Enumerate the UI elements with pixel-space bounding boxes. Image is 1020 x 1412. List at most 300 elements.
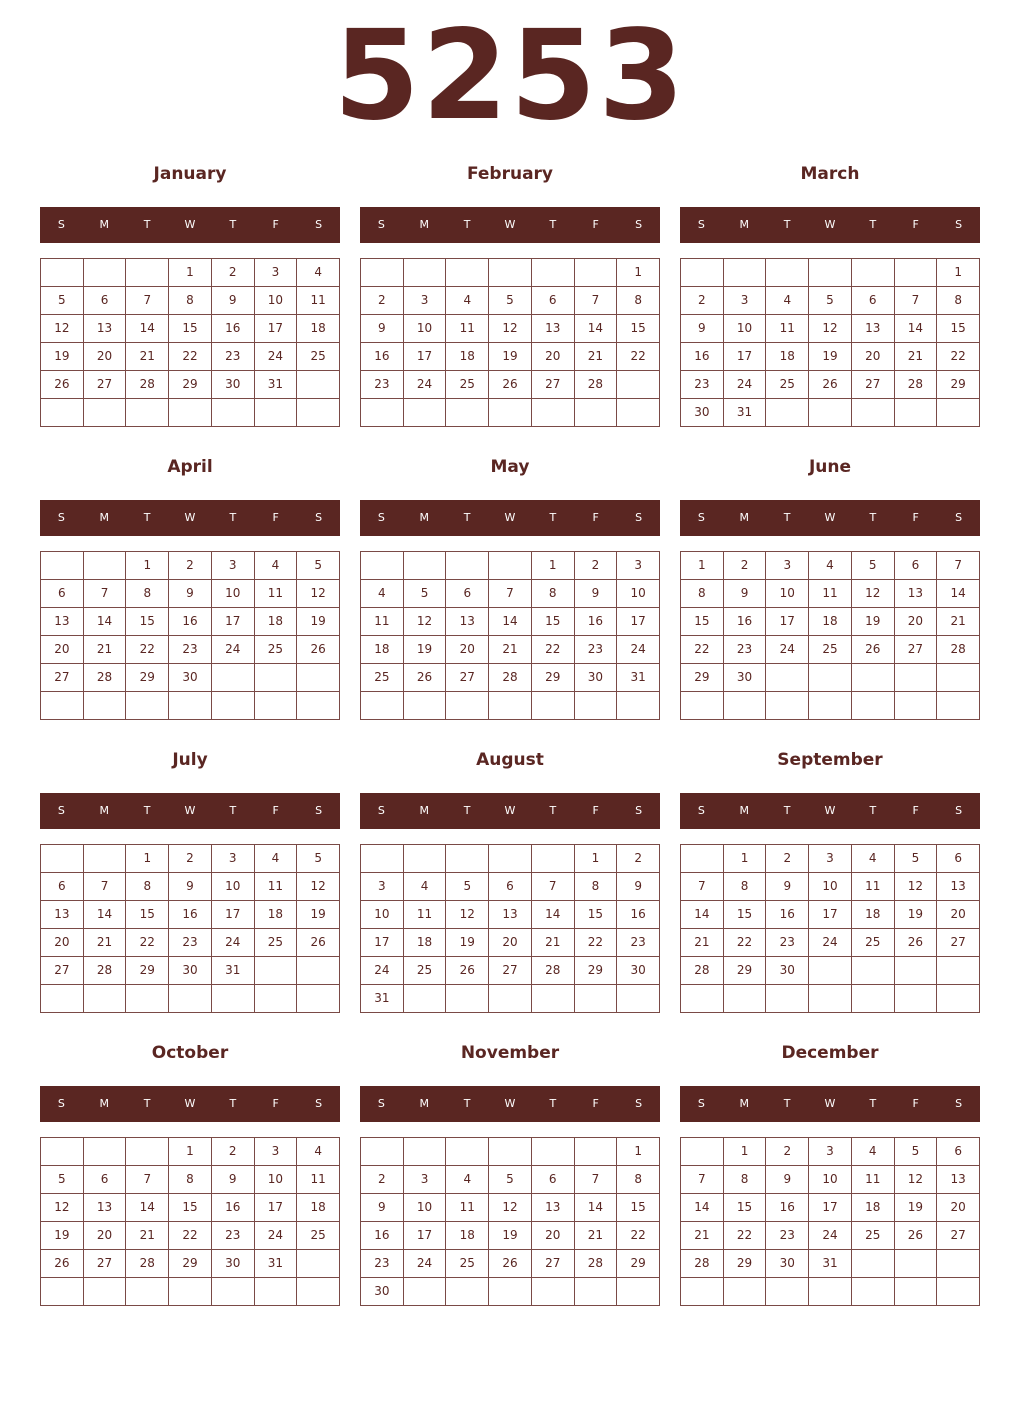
weekday-label: T bbox=[783, 218, 791, 231]
day-cell: 24 bbox=[809, 1222, 852, 1250]
calendar-grid bbox=[40, 160, 980, 1306]
weekday-header bbox=[680, 207, 980, 243]
day-cell bbox=[126, 1138, 169, 1166]
day-cell: 14 bbox=[126, 315, 169, 343]
month-name: April bbox=[167, 457, 213, 477]
day-cell: 1 bbox=[126, 845, 169, 873]
weekday-label: S bbox=[377, 1097, 385, 1110]
day-cell: 2 bbox=[681, 287, 724, 315]
day-cell: 15 bbox=[617, 315, 660, 343]
day-cell: 11 bbox=[255, 580, 298, 608]
day-cell bbox=[766, 664, 809, 692]
day-cell: 15 bbox=[169, 315, 212, 343]
day-cell bbox=[681, 259, 724, 287]
day-cell: 12 bbox=[297, 873, 340, 901]
month-may bbox=[360, 453, 660, 720]
day-cell: 31 bbox=[724, 399, 767, 427]
day-cell: 7 bbox=[937, 552, 980, 580]
weekday-label: S bbox=[57, 804, 65, 817]
day-cell: 7 bbox=[681, 1166, 724, 1194]
day-cell: 26 bbox=[895, 929, 938, 957]
day-cell: 2 bbox=[212, 1138, 255, 1166]
day-grid bbox=[680, 258, 980, 427]
weekday-header bbox=[680, 500, 980, 536]
day-cell: 18 bbox=[361, 636, 404, 664]
day-cell: 2 bbox=[617, 845, 660, 873]
weekday-header bbox=[40, 793, 340, 829]
day-cell bbox=[361, 259, 404, 287]
day-cell: 21 bbox=[126, 1222, 169, 1250]
day-cell: 11 bbox=[809, 580, 852, 608]
day-cell: 11 bbox=[852, 1166, 895, 1194]
day-cell: 16 bbox=[766, 1194, 809, 1222]
day-grid bbox=[680, 1137, 980, 1306]
day-cell: 13 bbox=[84, 315, 127, 343]
weekday-label: S bbox=[315, 511, 323, 524]
day-cell bbox=[895, 399, 938, 427]
day-cell bbox=[84, 1278, 127, 1306]
day-cell: 1 bbox=[169, 1138, 212, 1166]
day-cell bbox=[297, 692, 340, 720]
day-cell bbox=[404, 552, 447, 580]
day-cell: 21 bbox=[489, 636, 532, 664]
day-cell bbox=[724, 1278, 767, 1306]
day-cell: 7 bbox=[489, 580, 532, 608]
day-cell bbox=[852, 1250, 895, 1278]
day-cell: 6 bbox=[84, 287, 127, 315]
weekday-label: T bbox=[869, 804, 877, 817]
weekday-label: T bbox=[549, 804, 557, 817]
day-cell: 7 bbox=[126, 287, 169, 315]
day-cell bbox=[895, 664, 938, 692]
weekday-label: S bbox=[315, 1097, 323, 1110]
day-cell: 29 bbox=[532, 664, 575, 692]
day-cell: 10 bbox=[361, 901, 404, 929]
day-cell: 11 bbox=[852, 873, 895, 901]
day-cell: 4 bbox=[361, 580, 404, 608]
day-cell bbox=[532, 692, 575, 720]
day-cell: 4 bbox=[404, 873, 447, 901]
day-cell: 18 bbox=[852, 901, 895, 929]
day-cell: 22 bbox=[126, 929, 169, 957]
day-cell bbox=[489, 692, 532, 720]
day-cell: 29 bbox=[937, 371, 980, 399]
day-cell: 4 bbox=[297, 1138, 340, 1166]
day-cell: 20 bbox=[489, 929, 532, 957]
day-cell: 1 bbox=[937, 259, 980, 287]
day-cell: 26 bbox=[41, 371, 84, 399]
day-cell: 28 bbox=[489, 664, 532, 692]
day-cell: 13 bbox=[852, 315, 895, 343]
day-cell bbox=[489, 552, 532, 580]
day-cell: 20 bbox=[895, 608, 938, 636]
month-name: January bbox=[153, 164, 227, 184]
day-cell: 3 bbox=[361, 873, 404, 901]
day-cell: 18 bbox=[404, 929, 447, 957]
weekday-label: S bbox=[57, 1097, 65, 1110]
day-cell bbox=[297, 371, 340, 399]
year-title: 5253 bbox=[333, 4, 687, 148]
day-grid bbox=[360, 844, 660, 1013]
day-cell bbox=[809, 1278, 852, 1306]
day-cell bbox=[809, 692, 852, 720]
day-cell: 29 bbox=[724, 1250, 767, 1278]
day-cell: 19 bbox=[895, 901, 938, 929]
day-cell: 1 bbox=[532, 552, 575, 580]
day-cell: 25 bbox=[404, 957, 447, 985]
day-cell: 12 bbox=[852, 580, 895, 608]
day-cell: 20 bbox=[84, 1222, 127, 1250]
day-cell: 22 bbox=[681, 636, 724, 664]
day-cell bbox=[446, 259, 489, 287]
day-cell: 11 bbox=[446, 315, 489, 343]
day-cell: 27 bbox=[84, 371, 127, 399]
day-cell bbox=[681, 1278, 724, 1306]
day-cell: 21 bbox=[937, 608, 980, 636]
day-cell: 8 bbox=[724, 1166, 767, 1194]
weekday-label: F bbox=[272, 1097, 279, 1110]
day-cell: 14 bbox=[575, 315, 618, 343]
day-cell: 25 bbox=[297, 1222, 340, 1250]
day-cell bbox=[937, 957, 980, 985]
day-cell bbox=[575, 985, 618, 1013]
day-cell: 23 bbox=[169, 636, 212, 664]
day-cell: 30 bbox=[212, 371, 255, 399]
weekday-label: S bbox=[315, 218, 323, 231]
day-cell: 24 bbox=[212, 636, 255, 664]
day-cell bbox=[532, 1138, 575, 1166]
day-cell: 8 bbox=[937, 287, 980, 315]
day-cell: 19 bbox=[895, 1194, 938, 1222]
day-cell: 19 bbox=[809, 343, 852, 371]
weekday-label: T bbox=[783, 804, 791, 817]
day-cell: 5 bbox=[489, 1166, 532, 1194]
day-cell bbox=[404, 692, 447, 720]
day-cell: 26 bbox=[41, 1250, 84, 1278]
weekday-label: W bbox=[824, 511, 836, 524]
day-cell: 30 bbox=[575, 664, 618, 692]
month-name: May bbox=[490, 457, 530, 477]
day-cell bbox=[575, 692, 618, 720]
day-cell: 1 bbox=[617, 1138, 660, 1166]
weekday-label: M bbox=[739, 804, 750, 817]
weekday-label: T bbox=[229, 511, 237, 524]
day-cell: 24 bbox=[361, 957, 404, 985]
day-cell: 10 bbox=[809, 1166, 852, 1194]
weekday-label: W bbox=[824, 804, 836, 817]
month-name: June bbox=[808, 457, 852, 477]
day-cell: 22 bbox=[617, 343, 660, 371]
day-cell: 9 bbox=[724, 580, 767, 608]
weekday-label: M bbox=[419, 218, 430, 231]
day-cell: 22 bbox=[937, 343, 980, 371]
weekday-label: F bbox=[272, 804, 279, 817]
day-cell: 28 bbox=[937, 636, 980, 664]
day-cell: 28 bbox=[895, 371, 938, 399]
weekday-label: T bbox=[143, 511, 151, 524]
day-cell: 16 bbox=[724, 608, 767, 636]
day-cell: 20 bbox=[532, 343, 575, 371]
day-grid bbox=[40, 551, 340, 720]
day-cell: 30 bbox=[766, 1250, 809, 1278]
day-cell: 25 bbox=[446, 1250, 489, 1278]
weekday-label: F bbox=[912, 218, 919, 231]
day-cell: 21 bbox=[575, 343, 618, 371]
day-cell bbox=[84, 399, 127, 427]
day-cell bbox=[169, 692, 212, 720]
month-august bbox=[360, 746, 660, 1013]
month-name: September bbox=[777, 750, 883, 770]
day-cell: 4 bbox=[852, 1138, 895, 1166]
day-cell: 27 bbox=[446, 664, 489, 692]
day-cell: 20 bbox=[937, 901, 980, 929]
day-cell: 1 bbox=[575, 845, 618, 873]
month-december bbox=[680, 1039, 980, 1306]
day-cell: 8 bbox=[617, 287, 660, 315]
day-cell: 28 bbox=[575, 371, 618, 399]
day-cell: 27 bbox=[532, 1250, 575, 1278]
weekday-label: F bbox=[592, 804, 599, 817]
day-cell: 22 bbox=[126, 636, 169, 664]
weekday-label: M bbox=[419, 1097, 430, 1110]
day-cell: 21 bbox=[84, 636, 127, 664]
weekday-label: W bbox=[504, 218, 516, 231]
weekday-label: S bbox=[697, 218, 705, 231]
day-cell: 23 bbox=[766, 929, 809, 957]
day-cell: 23 bbox=[361, 1250, 404, 1278]
day-cell bbox=[446, 1278, 489, 1306]
day-cell: 20 bbox=[41, 636, 84, 664]
day-cell: 2 bbox=[766, 1138, 809, 1166]
day-cell: 7 bbox=[575, 287, 618, 315]
day-cell: 23 bbox=[212, 1222, 255, 1250]
day-grid bbox=[40, 844, 340, 1013]
day-cell bbox=[895, 985, 938, 1013]
day-cell: 14 bbox=[489, 608, 532, 636]
month-february bbox=[360, 160, 660, 427]
day-cell: 28 bbox=[84, 957, 127, 985]
month-september bbox=[680, 746, 980, 1013]
day-cell bbox=[41, 985, 84, 1013]
day-cell: 25 bbox=[766, 371, 809, 399]
weekday-label: M bbox=[99, 511, 110, 524]
day-cell: 19 bbox=[489, 1222, 532, 1250]
day-cell: 6 bbox=[937, 1138, 980, 1166]
day-cell: 25 bbox=[852, 1222, 895, 1250]
day-cell: 6 bbox=[937, 845, 980, 873]
weekday-label: S bbox=[697, 1097, 705, 1110]
day-cell: 2 bbox=[169, 845, 212, 873]
day-cell bbox=[937, 1250, 980, 1278]
weekday-label: T bbox=[869, 218, 877, 231]
day-cell: 4 bbox=[766, 287, 809, 315]
day-cell: 19 bbox=[852, 608, 895, 636]
day-cell: 27 bbox=[937, 929, 980, 957]
day-cell: 4 bbox=[255, 552, 298, 580]
day-cell bbox=[681, 1138, 724, 1166]
day-cell bbox=[212, 692, 255, 720]
day-cell bbox=[41, 845, 84, 873]
weekday-label: F bbox=[912, 1097, 919, 1110]
day-cell: 30 bbox=[212, 1250, 255, 1278]
day-cell bbox=[575, 399, 618, 427]
day-cell bbox=[446, 692, 489, 720]
day-cell: 7 bbox=[126, 1166, 169, 1194]
day-cell: 5 bbox=[489, 287, 532, 315]
day-cell: 7 bbox=[681, 873, 724, 901]
weekday-label: M bbox=[739, 218, 750, 231]
day-cell bbox=[895, 1250, 938, 1278]
day-cell: 26 bbox=[809, 371, 852, 399]
weekday-label: S bbox=[57, 218, 65, 231]
day-cell: 10 bbox=[809, 873, 852, 901]
day-cell: 10 bbox=[255, 287, 298, 315]
day-cell: 20 bbox=[84, 343, 127, 371]
day-cell: 9 bbox=[575, 580, 618, 608]
day-cell bbox=[212, 399, 255, 427]
day-cell: 24 bbox=[766, 636, 809, 664]
day-cell: 2 bbox=[766, 845, 809, 873]
day-cell: 1 bbox=[724, 1138, 767, 1166]
weekday-label: S bbox=[955, 1097, 963, 1110]
day-cell: 25 bbox=[255, 929, 298, 957]
day-cell: 10 bbox=[617, 580, 660, 608]
weekday-label: W bbox=[504, 804, 516, 817]
day-cell: 27 bbox=[41, 957, 84, 985]
weekday-label: S bbox=[955, 218, 963, 231]
day-cell bbox=[297, 985, 340, 1013]
day-cell bbox=[84, 692, 127, 720]
day-cell bbox=[895, 1278, 938, 1306]
day-cell bbox=[41, 399, 84, 427]
day-cell: 2 bbox=[724, 552, 767, 580]
day-cell bbox=[809, 957, 852, 985]
day-cell: 27 bbox=[532, 371, 575, 399]
weekday-header bbox=[40, 500, 340, 536]
day-cell: 1 bbox=[681, 552, 724, 580]
weekday-label: F bbox=[592, 511, 599, 524]
day-cell bbox=[41, 259, 84, 287]
weekday-label: T bbox=[783, 1097, 791, 1110]
day-cell: 29 bbox=[169, 371, 212, 399]
day-cell: 15 bbox=[617, 1194, 660, 1222]
day-cell: 16 bbox=[575, 608, 618, 636]
day-cell: 25 bbox=[809, 636, 852, 664]
day-cell: 31 bbox=[255, 1250, 298, 1278]
day-cell: 5 bbox=[852, 552, 895, 580]
day-cell: 24 bbox=[404, 371, 447, 399]
weekday-label: S bbox=[315, 804, 323, 817]
day-cell: 3 bbox=[809, 845, 852, 873]
day-cell bbox=[41, 1278, 84, 1306]
month-name: July bbox=[172, 750, 208, 770]
day-cell: 15 bbox=[169, 1194, 212, 1222]
day-cell: 27 bbox=[937, 1222, 980, 1250]
day-cell: 17 bbox=[404, 1222, 447, 1250]
day-cell: 27 bbox=[895, 636, 938, 664]
day-cell: 9 bbox=[681, 315, 724, 343]
day-cell: 30 bbox=[724, 664, 767, 692]
day-cell: 23 bbox=[724, 636, 767, 664]
day-cell: 11 bbox=[766, 315, 809, 343]
day-cell bbox=[852, 1278, 895, 1306]
day-cell: 14 bbox=[937, 580, 980, 608]
day-cell: 9 bbox=[766, 1166, 809, 1194]
day-cell: 4 bbox=[297, 259, 340, 287]
month-april bbox=[40, 453, 340, 720]
day-cell bbox=[84, 845, 127, 873]
day-cell bbox=[361, 845, 404, 873]
weekday-label: M bbox=[99, 218, 110, 231]
weekday-label: S bbox=[377, 511, 385, 524]
weekday-label: S bbox=[635, 218, 643, 231]
weekday-header bbox=[40, 207, 340, 243]
day-cell: 17 bbox=[212, 901, 255, 929]
day-cell: 5 bbox=[41, 1166, 84, 1194]
day-cell: 24 bbox=[404, 1250, 447, 1278]
weekday-header bbox=[680, 1086, 980, 1122]
day-cell: 13 bbox=[84, 1194, 127, 1222]
weekday-label: S bbox=[697, 804, 705, 817]
weekday-label: S bbox=[955, 511, 963, 524]
weekday-label: M bbox=[99, 804, 110, 817]
day-cell: 6 bbox=[489, 873, 532, 901]
day-cell bbox=[895, 692, 938, 720]
day-cell: 1 bbox=[169, 259, 212, 287]
day-cell: 6 bbox=[41, 580, 84, 608]
weekday-label: W bbox=[824, 1097, 836, 1110]
day-cell: 11 bbox=[446, 1194, 489, 1222]
day-cell: 29 bbox=[681, 664, 724, 692]
day-cell: 6 bbox=[446, 580, 489, 608]
day-cell: 15 bbox=[575, 901, 618, 929]
day-cell: 31 bbox=[361, 985, 404, 1013]
weekday-label: T bbox=[143, 1097, 151, 1110]
day-cell: 21 bbox=[575, 1222, 618, 1250]
day-cell: 26 bbox=[852, 636, 895, 664]
day-cell bbox=[41, 552, 84, 580]
day-cell bbox=[532, 259, 575, 287]
weekday-header bbox=[680, 793, 980, 829]
day-cell: 5 bbox=[895, 1138, 938, 1166]
day-cell: 2 bbox=[169, 552, 212, 580]
day-cell bbox=[766, 1278, 809, 1306]
day-cell: 26 bbox=[404, 664, 447, 692]
day-cell: 24 bbox=[255, 1222, 298, 1250]
day-cell: 11 bbox=[404, 901, 447, 929]
day-cell: 13 bbox=[937, 1166, 980, 1194]
day-cell: 3 bbox=[809, 1138, 852, 1166]
day-cell bbox=[766, 399, 809, 427]
day-cell bbox=[489, 845, 532, 873]
day-cell: 16 bbox=[169, 901, 212, 929]
day-cell: 7 bbox=[575, 1166, 618, 1194]
day-cell: 16 bbox=[212, 1194, 255, 1222]
day-cell: 10 bbox=[212, 873, 255, 901]
day-cell: 23 bbox=[361, 371, 404, 399]
day-cell bbox=[404, 845, 447, 873]
day-cell: 22 bbox=[724, 1222, 767, 1250]
day-cell: 11 bbox=[255, 873, 298, 901]
day-grid bbox=[360, 258, 660, 427]
day-cell: 5 bbox=[895, 845, 938, 873]
month-june bbox=[680, 453, 980, 720]
day-grid bbox=[360, 551, 660, 720]
day-cell bbox=[297, 1250, 340, 1278]
day-cell: 17 bbox=[212, 608, 255, 636]
day-cell bbox=[169, 399, 212, 427]
day-cell bbox=[255, 664, 298, 692]
